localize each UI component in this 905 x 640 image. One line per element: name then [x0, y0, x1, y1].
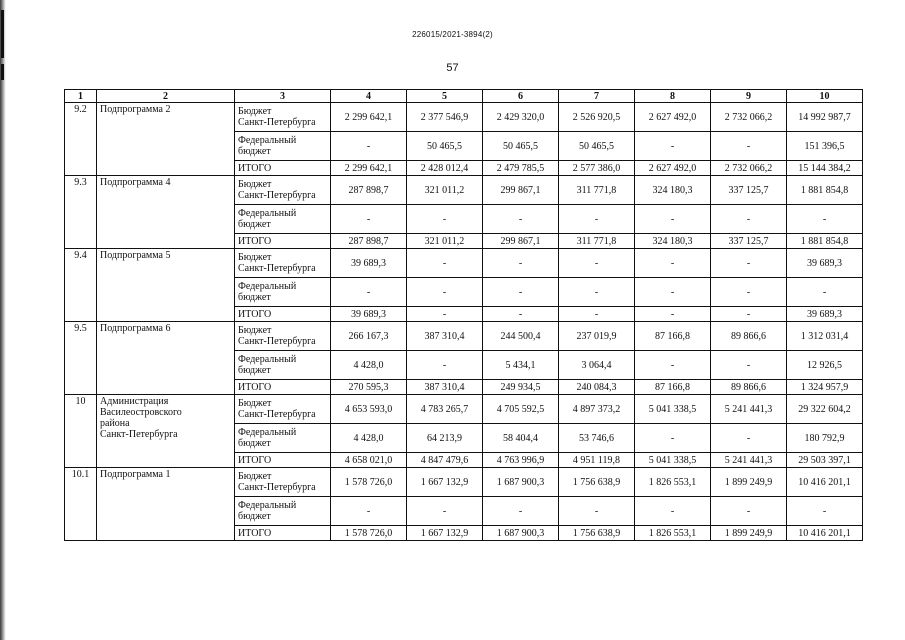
value-cell: -: [483, 307, 559, 322]
program-name-line: района: [100, 418, 130, 429]
value-cell: 29 503 397,1: [787, 453, 863, 468]
value-cell: -: [407, 351, 483, 380]
funding-source-line: Санкт-Петербурга: [238, 336, 316, 347]
value-cell: 1 899 249,9: [711, 468, 787, 497]
funding-source-line: ИТОГО: [238, 527, 272, 539]
value-cell: 240 084,3: [559, 380, 635, 395]
column-header: 8: [635, 90, 711, 103]
funding-source-line: Бюджет: [238, 398, 272, 409]
value-cell: -: [331, 205, 407, 234]
table-row: [65, 249, 863, 278]
funding-source-line: бюджет: [238, 438, 271, 449]
funding-source-cell: [235, 103, 331, 132]
value-cell: 4 428,0: [331, 424, 407, 453]
value-cell: 287 898,7: [331, 176, 407, 205]
funding-source-line: ИТОГО: [238, 308, 272, 320]
value-cell: 324 180,3: [635, 234, 711, 249]
value-cell: -: [711, 424, 787, 453]
funding-source-cell: [235, 161, 331, 176]
funding-source-line: Бюджет: [238, 179, 272, 190]
value-cell: 10 416 201,1: [787, 526, 863, 541]
value-cell: -: [407, 497, 483, 526]
funding-source-line: бюджет: [238, 146, 271, 157]
row-number-cell: 9.3: [65, 176, 97, 249]
funding-source-line: ИТОГО: [238, 235, 272, 247]
value-cell: 266 167,3: [331, 322, 407, 351]
value-cell: -: [635, 424, 711, 453]
value-cell: -: [711, 278, 787, 307]
funding-source-line: Санкт-Петербурга: [238, 409, 316, 420]
funding-source-cell: [235, 176, 331, 205]
value-cell: -: [407, 307, 483, 322]
funding-source-line: Федеральный: [238, 281, 297, 292]
column-header: 7: [559, 90, 635, 103]
value-cell: -: [711, 249, 787, 278]
value-cell: 4 428,0: [331, 351, 407, 380]
value-cell: 1 826 553,1: [635, 526, 711, 541]
value-cell: -: [711, 132, 787, 161]
program-name-cell: [97, 395, 235, 468]
program-name-line: Санкт-Петербурга: [100, 429, 178, 440]
funding-source-line: Федеральный: [238, 354, 297, 365]
program-name-line: Администрация: [100, 396, 169, 407]
table-row: [65, 103, 863, 132]
column-header: 2: [97, 90, 235, 103]
funding-source-line: Бюджет: [238, 325, 272, 336]
value-cell: 299 867,1: [483, 176, 559, 205]
value-cell: -: [483, 205, 559, 234]
value-cell: -: [711, 307, 787, 322]
value-cell: -: [483, 497, 559, 526]
value-cell: -: [787, 497, 863, 526]
value-cell: 1 324 957,9: [787, 380, 863, 395]
value-cell: 5 241 441,3: [711, 395, 787, 424]
value-cell: -: [483, 249, 559, 278]
funding-source-line: Санкт-Петербурга: [238, 117, 316, 128]
value-cell: 39 689,3: [787, 249, 863, 278]
value-cell: -: [559, 205, 635, 234]
funding-source-cell: [235, 497, 331, 526]
table-row: [65, 322, 863, 351]
funding-source-line: бюджет: [238, 365, 271, 376]
value-cell: 15 144 384,2: [787, 161, 863, 176]
program-name-cell: [97, 176, 235, 249]
value-cell: 2 299 642,1: [331, 161, 407, 176]
value-cell: -: [559, 497, 635, 526]
value-cell: 53 746,6: [559, 424, 635, 453]
page-number: 57: [446, 62, 459, 74]
value-cell: 39 689,3: [787, 307, 863, 322]
value-cell: 244 500,4: [483, 322, 559, 351]
value-cell: 1 312 031,4: [787, 322, 863, 351]
funding-source-line: Федеральный: [238, 208, 297, 219]
value-cell: 321 011,2: [407, 234, 483, 249]
value-cell: -: [407, 249, 483, 278]
funding-source-cell: [235, 453, 331, 468]
program-name-line: Подпрограмма 6: [100, 323, 171, 334]
funding-source-line: Федеральный: [238, 500, 297, 511]
value-cell: 2 732 066,2: [711, 161, 787, 176]
funding-source-line: бюджет: [238, 292, 271, 303]
funding-source-cell: [235, 132, 331, 161]
value-cell: 4 897 373,2: [559, 395, 635, 424]
value-cell: 2 577 386,0: [559, 161, 635, 176]
funding-source-line: Бюджет: [238, 106, 272, 117]
value-cell: -: [331, 497, 407, 526]
funding-source-line: Бюджет: [238, 252, 272, 263]
funding-source-cell: [235, 234, 331, 249]
value-cell: 1 687 900,3: [483, 526, 559, 541]
value-cell: 1 826 553,1: [635, 468, 711, 497]
value-cell: 2 428 012,4: [407, 161, 483, 176]
funding-source-line: Санкт-Петербурга: [238, 263, 316, 274]
program-name-cell: [97, 322, 235, 395]
value-cell: -: [635, 497, 711, 526]
value-cell: 287 898,7: [331, 234, 407, 249]
program-name-line: Подпрограмма 2: [100, 104, 171, 115]
funding-source-line: бюджет: [238, 219, 271, 230]
column-header: 3: [235, 90, 331, 103]
column-header: 9: [711, 90, 787, 103]
funding-source-cell: [235, 468, 331, 497]
value-cell: -: [407, 205, 483, 234]
value-cell: 4 783 265,7: [407, 395, 483, 424]
funding-source-cell: [235, 205, 331, 234]
value-cell: 1 578 726,0: [331, 468, 407, 497]
program-name-line: Подпрограмма 4: [100, 177, 171, 188]
value-cell: 299 867,1: [483, 234, 559, 249]
value-cell: 270 595,3: [331, 380, 407, 395]
value-cell: 89 866,6: [711, 380, 787, 395]
funding-source-cell: [235, 526, 331, 541]
table-row: [65, 468, 863, 497]
value-cell: 151 396,5: [787, 132, 863, 161]
value-cell: 87 166,8: [635, 322, 711, 351]
value-cell: 2 627 492,0: [635, 103, 711, 132]
value-cell: 1 667 132,9: [407, 526, 483, 541]
funding-source-line: ИТОГО: [238, 162, 272, 174]
value-cell: -: [559, 307, 635, 322]
table-row: [65, 176, 863, 205]
value-cell: 29 322 604,2: [787, 395, 863, 424]
funding-source-line: Федеральный: [238, 135, 297, 146]
value-cell: 3 064,4: [559, 351, 635, 380]
row-number-cell: 9.2: [65, 103, 97, 176]
value-cell: -: [635, 278, 711, 307]
funding-source-line: Санкт-Петербурга: [238, 190, 316, 201]
value-cell: -: [635, 351, 711, 380]
value-cell: 50 465,5: [407, 132, 483, 161]
value-cell: 5 041 338,5: [635, 453, 711, 468]
value-cell: -: [711, 351, 787, 380]
value-cell: 2 479 785,5: [483, 161, 559, 176]
column-header: 10: [787, 90, 863, 103]
funding-source-line: бюджет: [238, 511, 271, 522]
value-cell: 39 689,3: [331, 249, 407, 278]
value-cell: -: [635, 132, 711, 161]
column-header: 5: [407, 90, 483, 103]
value-cell: 249 934,5: [483, 380, 559, 395]
value-cell: 39 689,3: [331, 307, 407, 322]
value-cell: 311 771,8: [559, 234, 635, 249]
funding-source-line: Федеральный: [238, 427, 297, 438]
funding-source-cell: [235, 395, 331, 424]
funding-source-line: ИТОГО: [238, 381, 272, 393]
row-number-cell: 9.4: [65, 249, 97, 322]
scan-edge-left: [0, 0, 6, 640]
value-cell: 180 792,9: [787, 424, 863, 453]
funding-source-cell: [235, 380, 331, 395]
value-cell: 64 213,9: [407, 424, 483, 453]
row-number-cell: 10.1: [65, 468, 97, 541]
value-cell: 311 771,8: [559, 176, 635, 205]
value-cell: 337 125,7: [711, 234, 787, 249]
value-cell: -: [559, 249, 635, 278]
document-code: 226015/2021-3894(2): [412, 30, 493, 39]
value-cell: -: [331, 132, 407, 161]
value-cell: 2 377 546,9: [407, 103, 483, 132]
funding-source-line: Бюджет: [238, 471, 272, 482]
funding-source-cell: [235, 351, 331, 380]
value-cell: 324 180,3: [635, 176, 711, 205]
funding-source-line: ИТОГО: [238, 454, 272, 466]
value-cell: 4 847 479,6: [407, 453, 483, 468]
value-cell: 2 429 320,0: [483, 103, 559, 132]
funding-source-cell: [235, 278, 331, 307]
value-cell: 1 756 638,9: [559, 468, 635, 497]
value-cell: 387 310,4: [407, 322, 483, 351]
value-cell: 2 627 492,0: [635, 161, 711, 176]
value-cell: 2 299 642,1: [331, 103, 407, 132]
column-header: 4: [331, 90, 407, 103]
value-cell: 50 465,5: [483, 132, 559, 161]
value-cell: 1 578 726,0: [331, 526, 407, 541]
value-cell: 50 465,5: [559, 132, 635, 161]
value-cell: 1 899 249,9: [711, 526, 787, 541]
value-cell: -: [635, 249, 711, 278]
value-cell: -: [787, 278, 863, 307]
value-cell: 237 019,9: [559, 322, 635, 351]
value-cell: 89 866,6: [711, 322, 787, 351]
value-cell: 14 992 987,7: [787, 103, 863, 132]
value-cell: 2 526 920,5: [559, 103, 635, 132]
funding-source-cell: [235, 307, 331, 322]
value-cell: 1 667 132,9: [407, 468, 483, 497]
value-cell: 87 166,8: [635, 380, 711, 395]
program-name-line: Василеостровского: [100, 407, 182, 418]
program-name-cell: [97, 103, 235, 176]
table-header-row: [65, 90, 863, 103]
funding-source-line: Санкт-Петербурга: [238, 482, 316, 493]
value-cell: 337 125,7: [711, 176, 787, 205]
value-cell: -: [711, 205, 787, 234]
table-body: [65, 90, 863, 541]
column-header: 1: [65, 90, 97, 103]
program-name-line: Подпрограмма 1: [100, 469, 171, 480]
value-cell: -: [331, 278, 407, 307]
value-cell: 58 404,4: [483, 424, 559, 453]
value-cell: 1 687 900,3: [483, 468, 559, 497]
row-number-cell: 10: [65, 395, 97, 468]
budget-table: [64, 89, 863, 541]
value-cell: 387 310,4: [407, 380, 483, 395]
value-cell: 321 011,2: [407, 176, 483, 205]
value-cell: 5 241 441,3: [711, 453, 787, 468]
value-cell: -: [635, 205, 711, 234]
value-cell: -: [407, 278, 483, 307]
value-cell: -: [787, 205, 863, 234]
value-cell: 1 756 638,9: [559, 526, 635, 541]
program-name-cell: [97, 249, 235, 322]
value-cell: -: [559, 278, 635, 307]
value-cell: 2 732 066,2: [711, 103, 787, 132]
value-cell: 1 881 854,8: [787, 176, 863, 205]
value-cell: -: [711, 497, 787, 526]
funding-source-cell: [235, 249, 331, 278]
funding-source-cell: [235, 424, 331, 453]
program-name-line: Подпрограмма 5: [100, 250, 171, 261]
table-row: [65, 395, 863, 424]
column-header: 6: [483, 90, 559, 103]
value-cell: 4 705 592,5: [483, 395, 559, 424]
row-number-cell: 9.5: [65, 322, 97, 395]
value-cell: 4 951 119,8: [559, 453, 635, 468]
value-cell: 12 926,5: [787, 351, 863, 380]
value-cell: 4 653 593,0: [331, 395, 407, 424]
value-cell: 5 434,1: [483, 351, 559, 380]
value-cell: -: [483, 278, 559, 307]
value-cell: 4 658 021,0: [331, 453, 407, 468]
program-name-cell: [97, 468, 235, 541]
value-cell: 1 881 854,8: [787, 234, 863, 249]
value-cell: 4 763 996,9: [483, 453, 559, 468]
value-cell: 5 041 338,5: [635, 395, 711, 424]
funding-source-cell: [235, 322, 331, 351]
value-cell: 10 416 201,1: [787, 468, 863, 497]
value-cell: -: [635, 307, 711, 322]
